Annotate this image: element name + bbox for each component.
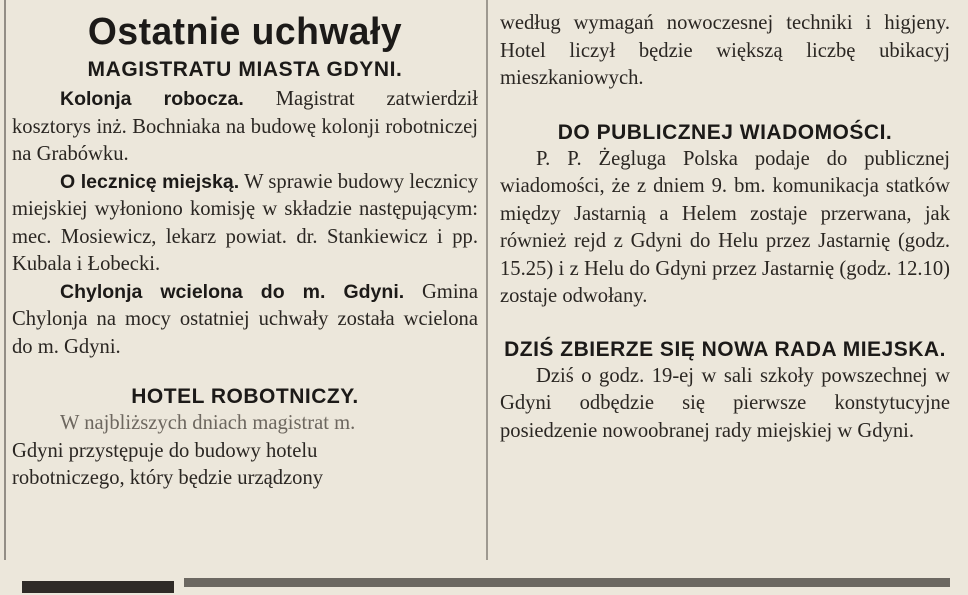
left-column [12, 0, 478, 493]
section-title-council: DZIŚ ZBIERZE SIĘ NOWA RADA MIEJSKA. [504, 337, 946, 361]
left-edge-rule [4, 0, 6, 560]
paragraph-text: W sprawie budowy lecznicy miejskiej wyłoniono komisję w składzie następującym: mec. Mosiewicz, lekarz powiat. dr. Stankiewicz i pp. Kubala i Łobecki. [12, 170, 478, 275]
paragraph-kolonja [12, 86, 478, 169]
section-title-hotel: HOTEL ROBOTNICZY. [131, 385, 359, 408]
paragraph-lecznica [12, 169, 478, 279]
paragraph-lead: O lecznicę miejską. [60, 170, 240, 193]
paragraph-text: Gmina Chylonja na mocy ostatniej uchwały została wcielona do m. Gdyni. [12, 280, 478, 358]
paragraph-text: Magistrat zatwierdził kosztorys inż. Bochniaka na budowę kolonji robotniczej na Grabówku. [12, 88, 478, 165]
hotel-line: Gdyni przystępuje do budowy hotelu [12, 439, 318, 462]
bottom-rule [184, 578, 950, 587]
article-title: Ostatnie uchwały [87, 11, 403, 53]
hotel-line: robotniczego, który będzie urządzony [12, 467, 324, 489]
notice-text: P. P. Żegluga Polska podaje do publicznej wiadomości, że z dniem 9. bm. komunikacja statków między Jastarnią a Helem zostaje przerwana, jak również rejd z Gdyni do Helu przez Jastarnię (godz. 15.25) i z Helu do Gdyni przez Jastarnię (godz. 12.10) zostaje odwołany. [500, 147, 950, 307]
hotel-text [12, 410, 478, 493]
council-text: Dziś o godz. 19-ej w sali szkoły powszechnej w Gdyni odbędzie się pierwsze konstytucyjne posiedzenie nowoobranej rady miejskiej w Gdyni. [500, 364, 950, 442]
paragraph-lead: Kolonja robocza. [60, 88, 244, 110]
paragraph-lead: Chylonja wcielona do m. Gdyni. [60, 280, 405, 303]
hotel-continuation: według wymagań nowoczesnej techniki i higjeny. Hotel liczył będzie większą liczbę ubikacyj mieszkaniowych. [500, 12, 950, 89]
bottom-rule-left [22, 581, 174, 593]
right-column [500, 0, 950, 445]
article-subtitle: MAGISTRATU MIASTA GDYNI. [87, 58, 403, 81]
section-title-notice: DO PUBLICZNEJ WIADOMOŚCI. [557, 120, 893, 144]
column-rule [486, 0, 488, 560]
hotel-line: W najbliższych dniach magistrat m. [60, 412, 356, 434]
paragraph-chylonja [12, 279, 478, 362]
